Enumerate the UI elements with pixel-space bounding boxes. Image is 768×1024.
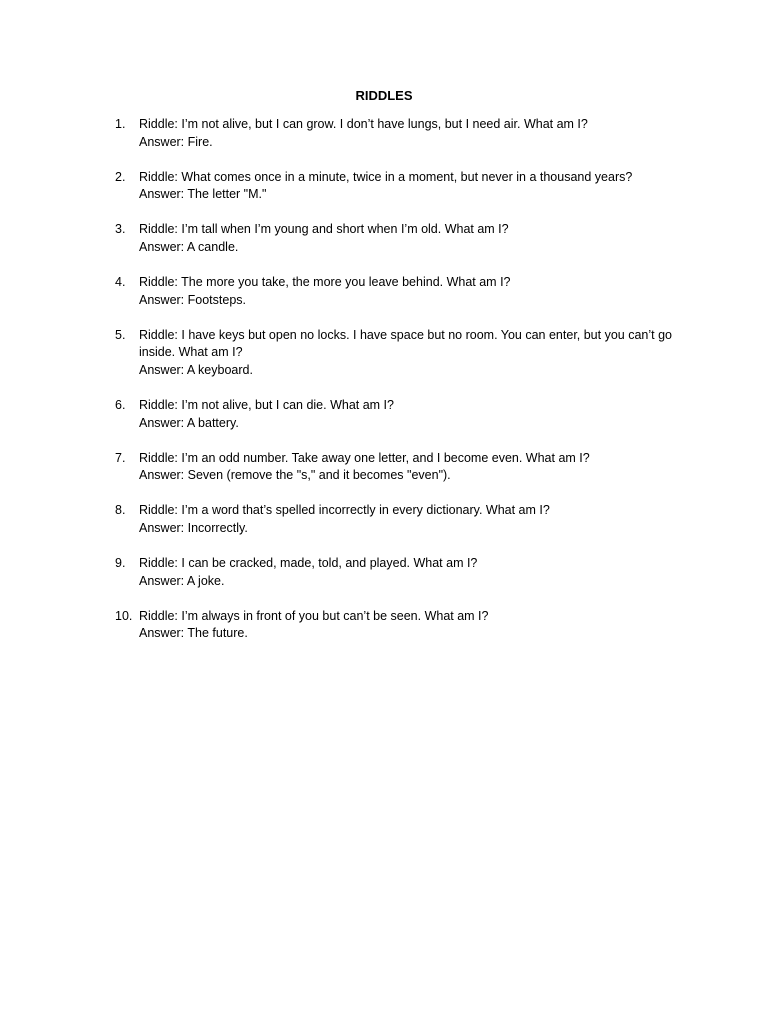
riddle-text: Riddle: I’m not alive, but I can grow. I don’t have lungs, but I need air. What am I? [139,117,588,131]
item-number: 7. [115,450,126,465]
list-item [115,397,680,432]
list-item [115,450,680,485]
item-number: 6. [115,398,126,413]
riddle-text: Riddle: I’m not alive, but I can die. What am I? [139,398,394,413]
answer-text: Answer: The letter "M." [139,187,267,202]
riddle-text: Riddle: What comes once in a minute, twice in a moment, but never in a thousand years? [139,169,633,184]
list-item [115,502,680,537]
riddle-list [115,116,680,660]
riddle-text: Riddle: I’m tall when I’m young and short when I’m old. What am I? [139,222,509,237]
item-number: 10. [115,608,133,623]
riddle-text: Riddle: I’m a word that’s spelled incorrectly in every dictionary. What am I? [139,503,550,518]
list-item [115,274,680,309]
item-number: 9. [115,556,126,571]
list-item [115,116,680,151]
item-number: 4. [115,275,126,290]
answer-text: Answer: Footsteps. [139,292,246,307]
item-number: 2. [115,169,126,184]
answer-text: Answer: Seven (remove the "s," and it becomes "even"). [139,468,451,483]
riddle-text: Riddle: I’m always in front of you but can’t be seen. What am I? [139,608,489,623]
list-item [115,221,680,256]
riddle-text: Riddle: I can be cracked, made, told, and played. What am I? [139,556,478,571]
item-number: 1. [115,117,126,131]
item-number: 3. [115,222,126,237]
item-number: 5. [115,327,126,342]
list-item [115,555,680,590]
answer-text: Answer: A joke. [139,573,225,588]
riddle-text: Riddle: I’m an odd number. Take away one letter, and I become even. What am I? [139,450,590,465]
riddle-text: Riddle: The more you take, the more you leave behind. What am I? [139,275,511,290]
list-item [115,608,680,643]
answer-text: Answer: A candle. [139,239,239,254]
answer-text: Answer: Fire. [139,134,213,149]
answer-text: Answer: A keyboard. [139,362,253,377]
page-title: RIDDLES [355,88,413,103]
riddle-text: Riddle: I have keys but open no locks. I have space but no room. You can enter, but you can’t go inside. What am I? [139,327,672,360]
answer-text: Answer: Incorrectly. [139,521,248,535]
item-number: 8. [115,503,126,518]
list-item [115,169,680,204]
answer-text: Answer: The future. [139,626,248,641]
answer-text: Answer: A battery. [139,415,239,430]
list-item [115,327,680,380]
